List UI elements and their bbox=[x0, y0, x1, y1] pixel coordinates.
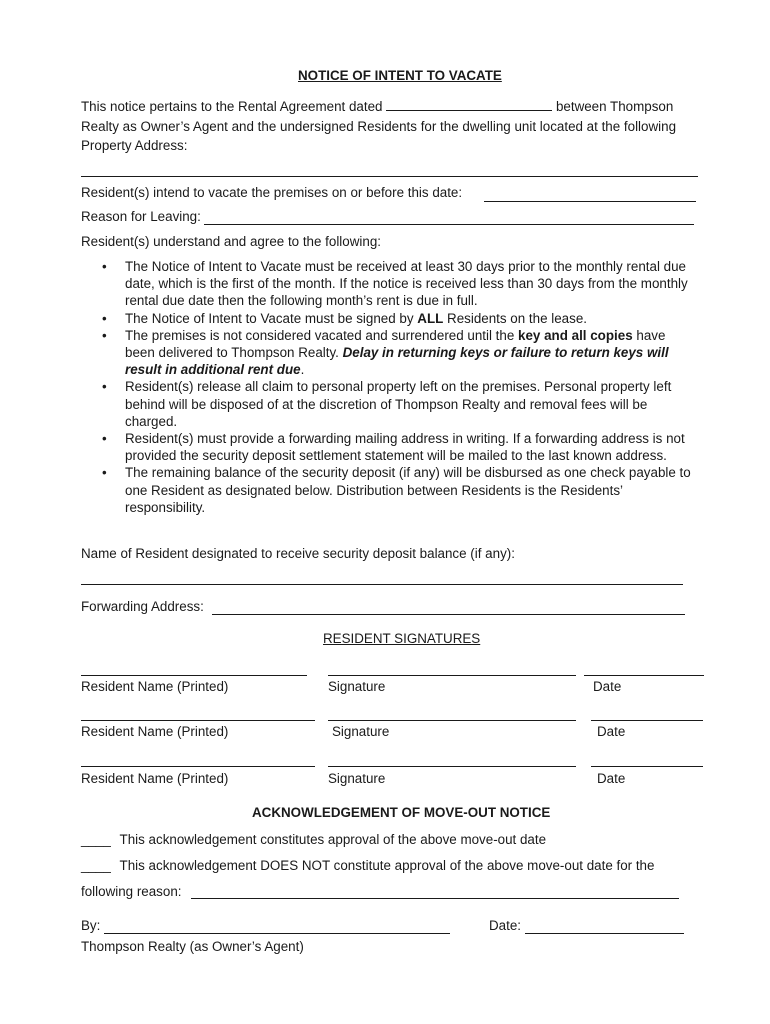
resident-name-field[interactable] bbox=[81, 720, 315, 721]
list-item bbox=[81, 430, 693, 464]
list-item bbox=[81, 258, 693, 310]
term-emphasis: ALL bbox=[417, 310, 444, 326]
bullet-icon: • bbox=[102, 310, 107, 326]
signature-field[interactable] bbox=[328, 766, 576, 767]
resident-name-label: Resident Name (Printed) bbox=[81, 724, 229, 739]
ack-date-label: Date: bbox=[489, 918, 522, 933]
agreement-date-field[interactable] bbox=[386, 97, 552, 111]
date-field[interactable] bbox=[591, 766, 703, 767]
resident-name-field[interactable] bbox=[81, 766, 315, 767]
signature-label: Signature bbox=[332, 724, 390, 739]
reason-row bbox=[81, 209, 201, 224]
signature-field[interactable] bbox=[328, 720, 576, 721]
signature-field[interactable] bbox=[328, 675, 576, 676]
bullet-icon: • bbox=[102, 259, 107, 274]
term-text: . bbox=[300, 362, 305, 378]
date-field[interactable] bbox=[584, 675, 704, 676]
by-signature-field[interactable] bbox=[104, 933, 450, 934]
bullet-icon: • bbox=[102, 379, 107, 395]
property-address-field[interactable] bbox=[81, 176, 698, 177]
vacate-date-row bbox=[81, 185, 462, 200]
list-item bbox=[81, 327, 693, 379]
term-text: have been delivered to Thompson Realty. bbox=[125, 327, 666, 361]
resident-name-field[interactable] bbox=[81, 675, 307, 676]
date-label: Date bbox=[593, 679, 622, 694]
agent-label: Thompson Realty (as Owner’s Agent) bbox=[81, 939, 304, 954]
ack-reason-label: following reason: bbox=[81, 884, 182, 899]
resident-name-label: Resident Name (Printed) bbox=[81, 771, 229, 786]
bullet-icon: • bbox=[102, 465, 107, 481]
term-text: Resident(s) release all claim to personal property left on the premises. Personal property left behind will be disposed of at the discretion of Thompson Realty and removal fees will be charged. bbox=[125, 379, 672, 429]
forwarding-address-field[interactable] bbox=[212, 614, 685, 615]
ack-date-field[interactable] bbox=[525, 933, 684, 934]
ack-heading: ACKNOWLEDGEMENT OF MOVE-OUT NOTICE bbox=[252, 805, 551, 820]
by-label: By: bbox=[81, 918, 101, 933]
forwarding-label: Forwarding Address: bbox=[81, 599, 204, 614]
intro-paragraph bbox=[81, 97, 696, 156]
ack-not-approve-text: This acknowledgement DOES NOT constitute approval of the above move-out date for the bbox=[119, 858, 655, 873]
ack-not-approve-row bbox=[81, 858, 654, 873]
terms-list bbox=[81, 258, 693, 516]
agree-label: Resident(s) understand and agree to the following: bbox=[81, 234, 381, 249]
ack-approve-checkbox[interactable]: ____ bbox=[81, 832, 111, 847]
ack-approve-row bbox=[81, 832, 546, 847]
resident-name-label: Resident Name (Printed) bbox=[81, 679, 229, 694]
term-text: The remaining balance of the security deposit (if any) will be disbursed as one check payable to one Resident as designated below. Distribution between Residents is the Residents’ responsibility. bbox=[125, 465, 691, 515]
term-text: Residents on the lease. bbox=[443, 310, 587, 326]
term-text: The Notice of Intent to Vacate must be signed by bbox=[125, 310, 418, 326]
date-label: Date bbox=[597, 771, 626, 786]
reason-label: Reason for Leaving: bbox=[81, 209, 201, 224]
intro-text-2: between Thompson Realty as Owner’s Agent and the undersigned Residents for the dwelling unit located at the following Property Address: bbox=[81, 99, 677, 153]
term-text: Resident(s) must provide a forwarding mailing address in writing. If a forwarding address is not provided the security deposit settlement statement will be mailed to the last known address. bbox=[125, 431, 685, 464]
list-item bbox=[81, 378, 693, 430]
term-text: The premises is not considered vacated and surrendered until the bbox=[125, 327, 519, 343]
designee-label: Name of Resident designated to receive security deposit balance (if any): bbox=[81, 546, 515, 561]
term-warning: Delay in returning keys or failure to return keys will result in additional rent due bbox=[125, 345, 669, 378]
signatures-heading: RESIDENT SIGNATURES bbox=[323, 631, 481, 646]
document-title: NOTICE OF INTENT TO VACATE bbox=[298, 68, 502, 83]
bullet-icon: • bbox=[102, 431, 107, 447]
vacate-date-field[interactable] bbox=[484, 201, 696, 202]
list-item bbox=[81, 310, 693, 327]
ack-approve-text: This acknowledgement constitutes approval of the above move-out date bbox=[119, 832, 547, 847]
reason-field[interactable] bbox=[204, 224, 694, 225]
date-label: Date bbox=[597, 724, 626, 739]
signature-label: Signature bbox=[328, 679, 386, 694]
bullet-icon: • bbox=[102, 327, 107, 343]
designee-field[interactable] bbox=[81, 584, 683, 585]
intro-text-1: This notice pertains to the Rental Agreement dated bbox=[81, 99, 383, 114]
ack-not-approve-checkbox[interactable]: ____ bbox=[81, 858, 111, 873]
term-emphasis: key and all copies bbox=[518, 327, 633, 343]
date-field[interactable] bbox=[591, 720, 703, 721]
signature-label: Signature bbox=[328, 771, 386, 786]
ack-reason-field[interactable] bbox=[191, 898, 679, 899]
vacate-date-label: Resident(s) intend to vacate the premises on or before this date: bbox=[81, 185, 463, 200]
list-item bbox=[81, 464, 693, 516]
term-text: The Notice of Intent to Vacate must be received at least 30 days prior to the monthly rental due date, which is the first of the month. If the notice is received less than 30 days from the monthly rental due date then the following month’s rent is due in full. bbox=[125, 259, 688, 309]
